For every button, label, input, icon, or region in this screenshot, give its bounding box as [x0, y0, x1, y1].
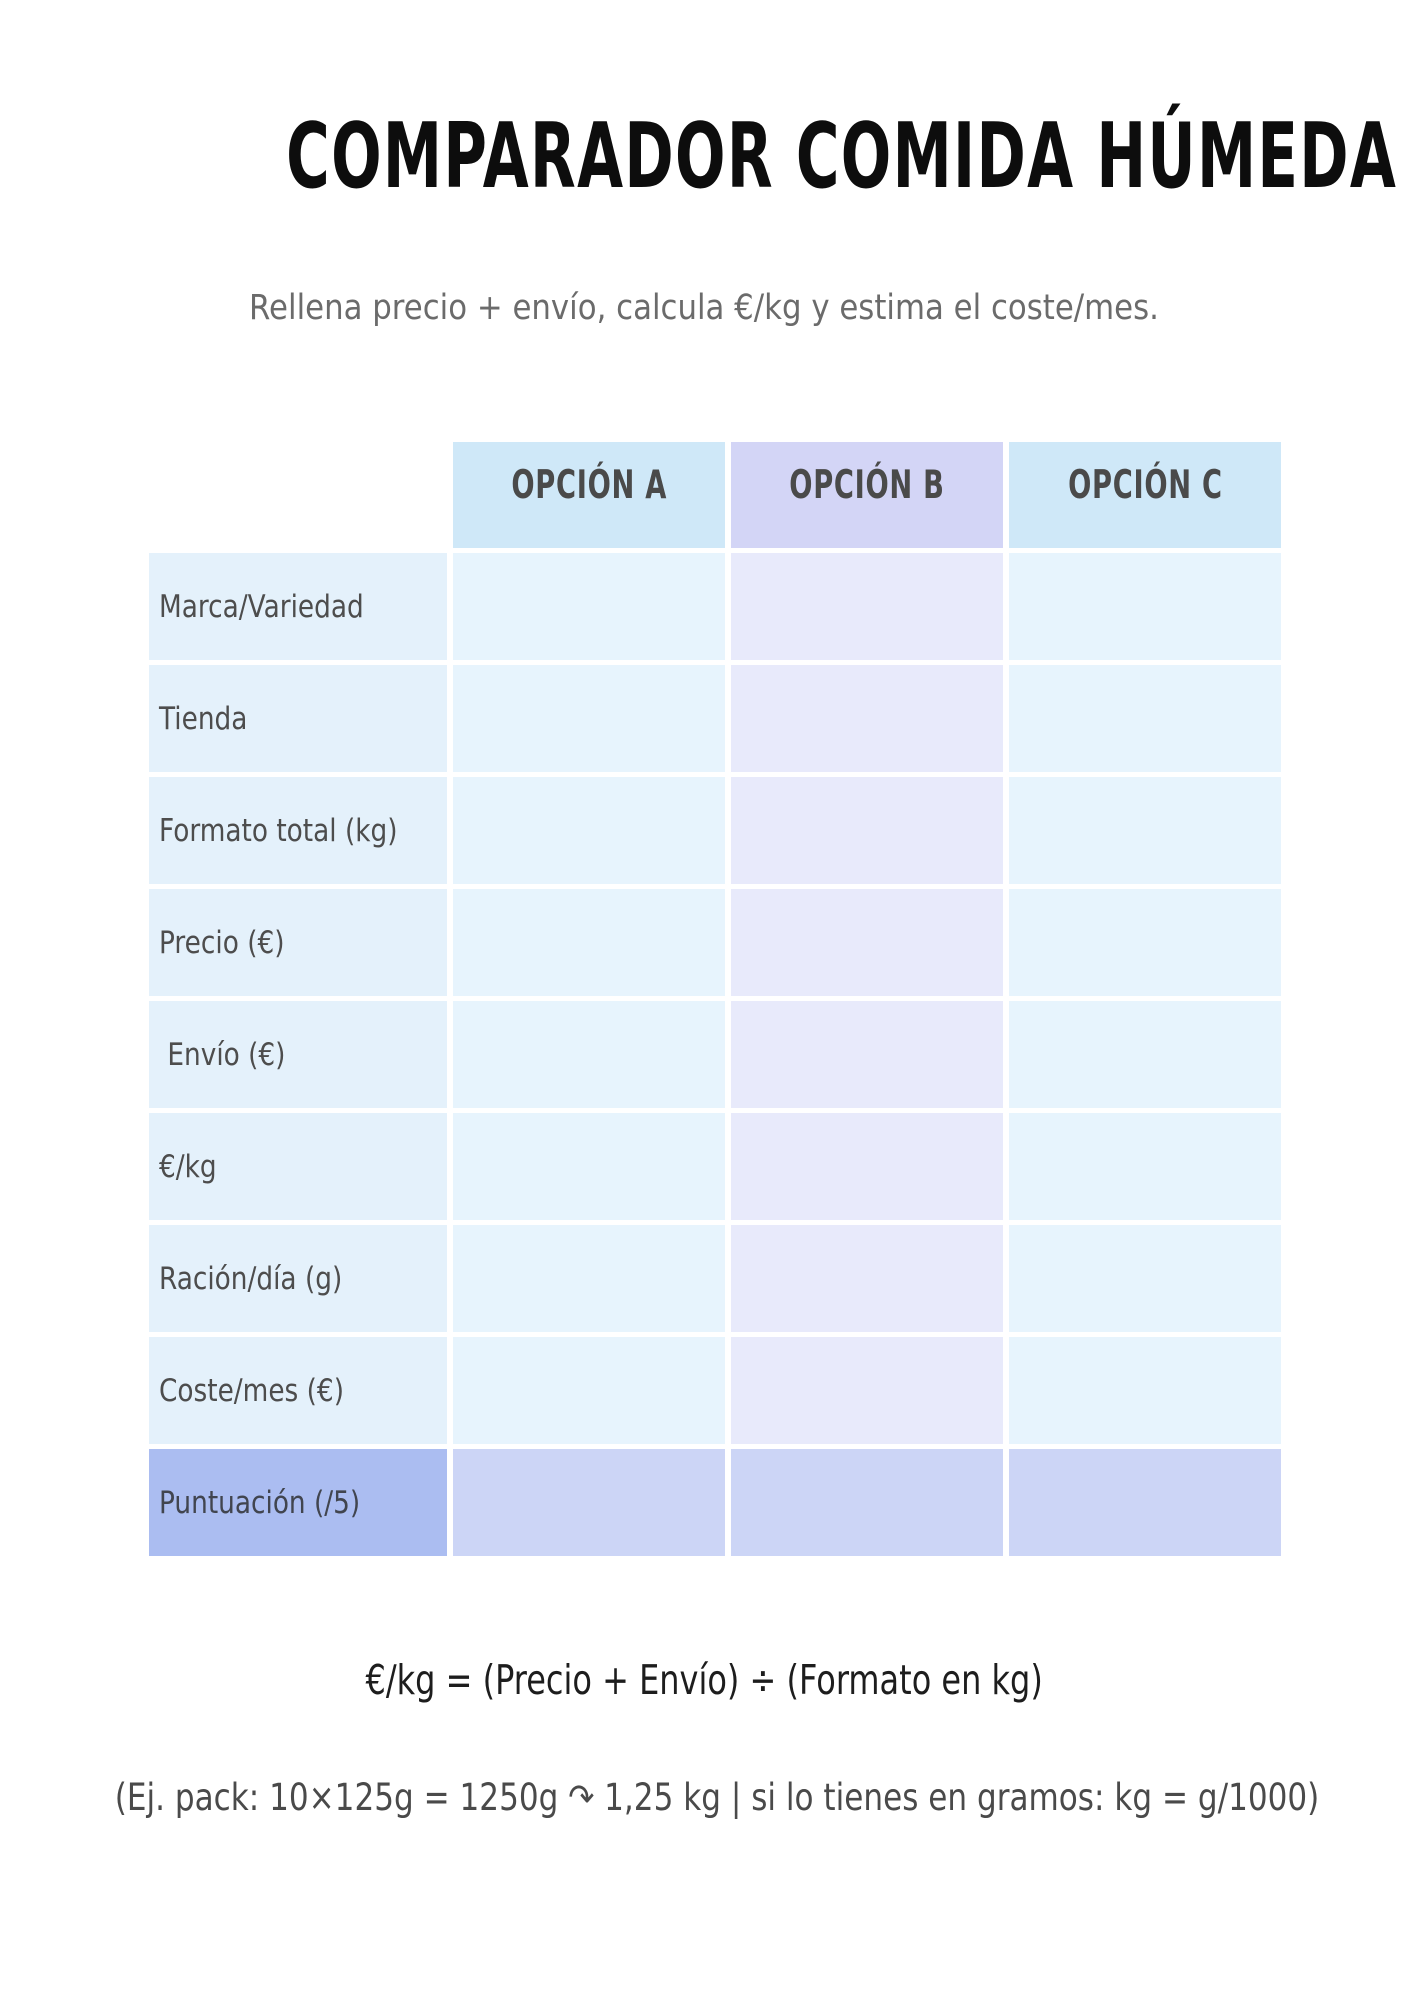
value-cell-c-9[interactable]	[1009, 1449, 1281, 1556]
row-label-formato-total: Formato total (kg)	[149, 777, 447, 884]
row-label-marca-variedad: Marca/Variedad	[149, 553, 447, 660]
value-cell-b-8[interactable]	[731, 1337, 1003, 1444]
value-cell-a-6[interactable]	[453, 1113, 725, 1220]
value-cell-b-2[interactable]	[731, 665, 1003, 772]
value-cell-b-5[interactable]	[731, 1001, 1003, 1108]
value-cell-b-3[interactable]	[731, 777, 1003, 884]
value-cell-a-7[interactable]	[453, 1225, 725, 1332]
value-cell-a-3[interactable]	[453, 777, 725, 884]
value-cell-b-1[interactable]	[731, 553, 1003, 660]
value-cell-a-4[interactable]	[453, 889, 725, 996]
comparison-table	[149, 442, 1281, 1556]
value-cell-c-8[interactable]	[1009, 1337, 1281, 1444]
value-cell-b-6[interactable]	[731, 1113, 1003, 1220]
value-cell-c-4[interactable]	[1009, 889, 1281, 996]
value-cell-c-6[interactable]	[1009, 1113, 1281, 1220]
value-cell-a-1[interactable]	[453, 553, 725, 660]
row-label-tienda: Tienda	[149, 665, 447, 772]
row-label-racion-dia: Ración/día (g)	[149, 1225, 447, 1332]
column-header-opcion-b-label: OPCIÓN B	[789, 462, 945, 508]
value-cell-c-2[interactable]	[1009, 665, 1281, 772]
value-cell-b-9[interactable]	[731, 1449, 1003, 1556]
row-label-eur-kg: €/kg	[149, 1113, 447, 1220]
page-subtitle-text: Rellena precio + envío, calcula €/kg y estima el coste/mes.	[249, 288, 1160, 328]
value-cell-c-5[interactable]	[1009, 1001, 1281, 1108]
column-header-opcion-a-label: OPCIÓN A	[511, 462, 667, 508]
example-note-text: (Ej. pack: 10×125g = 1250g ↷ 1,25 kg | si lo tienes en gramos: kg = g/1000)	[114, 1776, 1320, 1819]
value-cell-c-3[interactable]	[1009, 777, 1281, 884]
value-cell-b-4[interactable]	[731, 889, 1003, 996]
column-header-opcion-c	[1009, 442, 1281, 548]
value-cell-a-8[interactable]	[453, 1337, 725, 1444]
value-cell-a-5[interactable]	[453, 1001, 725, 1108]
value-cell-c-1[interactable]	[1009, 553, 1281, 660]
page-title-text: COMPARADOR COMIDA HÚMEDA	[286, 104, 1398, 209]
row-label-envio: Envío (€)	[149, 1001, 447, 1108]
page-subtitle	[0, 288, 1409, 328]
row-label-coste-mes: Coste/mes (€)	[149, 1337, 447, 1444]
value-cell-a-9[interactable]	[453, 1449, 725, 1556]
column-header-opcion-c-label: OPCIÓN C	[1067, 462, 1223, 508]
page-title	[0, 104, 1409, 209]
column-header-opcion-a	[453, 442, 725, 548]
column-header-opcion-b	[731, 442, 1003, 548]
example-note	[0, 1776, 1409, 1819]
row-label-puntuacion: Puntuación (/5)	[149, 1449, 447, 1556]
formula-note	[0, 1656, 1409, 1704]
value-cell-a-2[interactable]	[453, 665, 725, 772]
value-cell-c-7[interactable]	[1009, 1225, 1281, 1332]
table-corner-spacer	[149, 442, 447, 548]
value-cell-b-7[interactable]	[731, 1225, 1003, 1332]
formula-note-text: €/kg = (Precio + Envío) ÷ (Formato en kg)	[365, 1656, 1044, 1704]
row-label-precio: Precio (€)	[149, 889, 447, 996]
